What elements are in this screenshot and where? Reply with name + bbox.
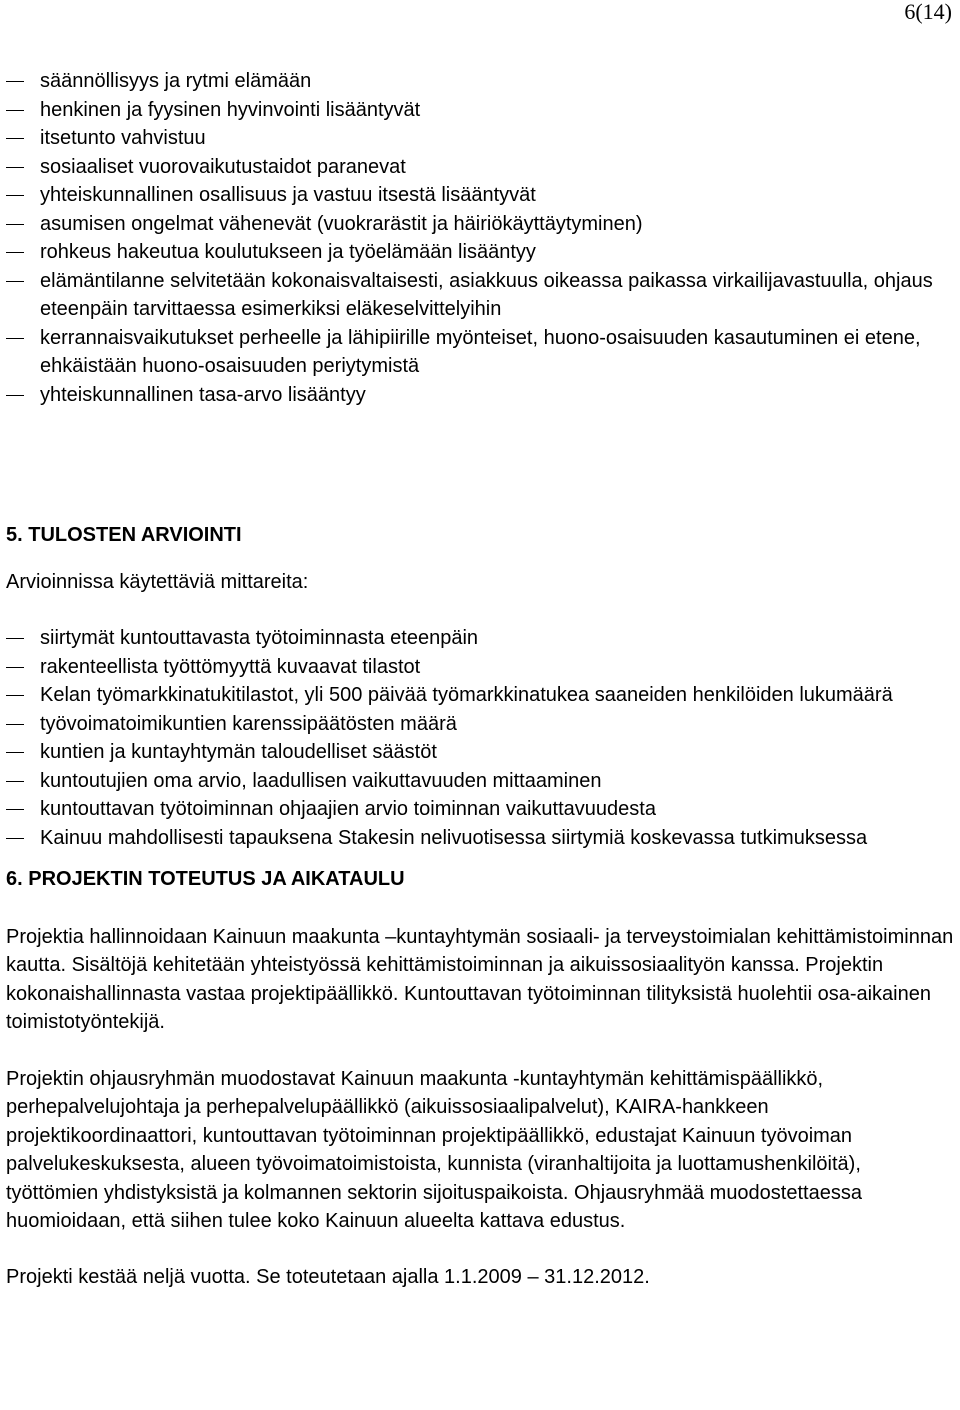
list-item: säännöllisyys ja rytmi elämään — [6, 67, 954, 96]
list-item: rohkeus hakeutua koulutukseen ja työelämään lisääntyy — [6, 238, 954, 267]
list-item: yhteiskunnallinen osallisuus ja vastuu itsestä lisääntyvät — [6, 181, 954, 210]
outcomes-list — [6, 67, 954, 409]
list-item: itsetunto vahvistuu — [6, 124, 954, 153]
list-item: kuntoutujien oma arvio, laadullisen vaikuttavuuden mittaaminen — [6, 767, 954, 796]
list-item: siirtymät kuntouttavasta työtoiminnasta eteenpäin — [6, 624, 954, 653]
list-item: kerrannaisvaikutukset perheelle ja lähipiirille myönteiset, huono-osaisuuden kasautuminen ei etene, ehkäistään huono-osaisuuden periytymistä — [6, 324, 954, 381]
list-item: sosiaaliset vuorovaikutustaidot paranevat — [6, 153, 954, 182]
section-5-intro: Arvioinnissa käytettäviä mittareita: — [6, 570, 309, 593]
list-item: Kelan työmarkkinatukitilastot, yli 500 päivää työmarkkinatukea saaneiden henkilöiden lukumäärä — [6, 681, 954, 710]
paragraph: Projekti kestää neljä vuotta. Se toteutetaan ajalla 1.1.2009 – 31.12.2012. — [6, 1265, 650, 1288]
paragraph: Projektin ohjausryhmän muodostavat Kainuun maakunta -kuntayhtymän kehittämispäällikkö, perhepalvelujohtaja ja perhepalvelupäällikkö (aikuissosiaalipalvelut), KAIRA-hankkeen projektikoordinaattori, kuntouttavan työtoiminnan projektipäällikkö, edustajat Kainuun työvoiman palvelukeskuksesta, alueen työvoimatoimistoista, kunnista (viranhaltijoita ja luottamushenkilöitä), työttömien yhdistyksistä ja kolmannen sektorin sijoituspaikoista. Ohjausryhmää muodostettaessa huomioidaan, että siihen tulee koko Kainuun alueelta kattava edustus. — [6, 1067, 862, 1232]
list-item: asumisen ongelmat vähenevät (vuokrarästit ja häiriökäyttäytyminen) — [6, 210, 954, 239]
list-item: rakenteellista työttömyyttä kuvaavat tilastot — [6, 653, 954, 682]
page-number: 6(14) — [904, 0, 952, 24]
list-item: kuntouttavan työtoiminnan ohjaajien arvio toiminnan vaikuttavuudesta — [6, 795, 954, 824]
list-item: Kainuu mahdollisesti tapauksena Stakesin nelivuotisessa siirtymiä koskevassa tutkimuksessa — [6, 824, 954, 853]
paragraph: Projektia hallinnoidaan Kainuun maakunta –kuntayhtymän sosiaali- ja terveystoimialan kehittämistoiminnan kautta. Sisältöjä kehitetään yhteistyössä kehittämistoiminnan ja aikuissosiaalityön kanssa. Projektin kokonaishallinnasta vastaa projektipäällikkö. Kuntouttavan työtoiminnan tilityksistä huolehtii osa-aikainen toimistotyöntekijä. — [6, 925, 954, 1033]
document-body — [6, 67, 954, 1291]
list-item: henkinen ja fyysinen hyvinvointi lisääntyvät — [6, 96, 954, 125]
list-item: työvoimatoimikuntien karenssipäätösten määrä — [6, 710, 954, 739]
indicators-list — [6, 624, 954, 852]
list-item: kuntien ja kuntayhtymän taloudelliset säästöt — [6, 738, 954, 767]
list-item: yhteiskunnallinen tasa-arvo lisääntyy — [6, 381, 954, 410]
section-5-heading: 5. TULOSTEN ARVIOINTI — [6, 524, 242, 546]
list-item: elämäntilanne selvitetään kokonaisvaltaisesti, asiakkuus oikeassa paikassa virkailijavastuulla, ohjaus eteenpäin tarvittaessa esimerkiksi eläkeselvittelyihin — [6, 267, 954, 324]
section-6-heading: 6. PROJEKTIN TOTEUTUS JA AIKATAULU — [6, 868, 405, 890]
